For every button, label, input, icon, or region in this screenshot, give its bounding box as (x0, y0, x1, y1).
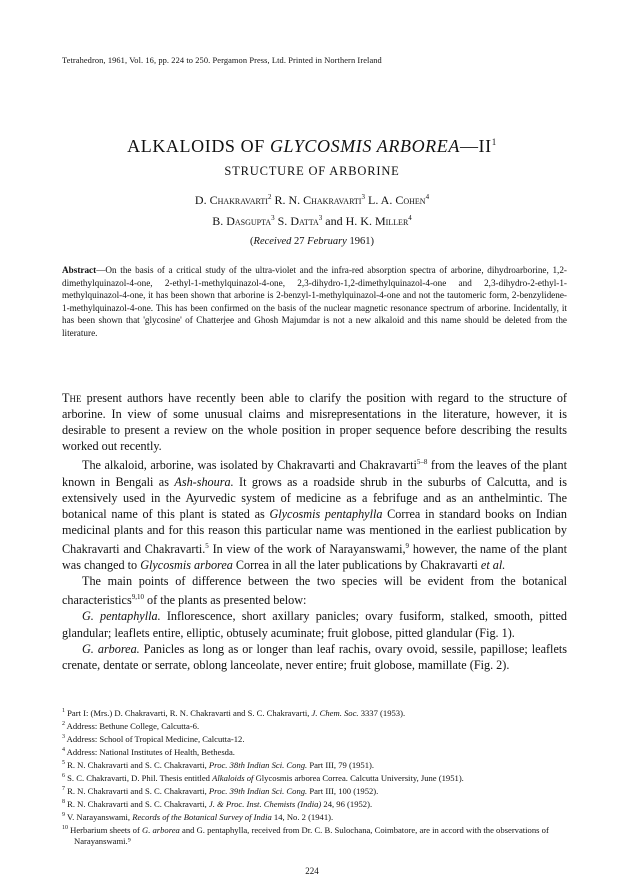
footnote: $^4$ Address: National Institutes of Health, Bethesda. (62, 746, 235, 757)
footnote: $^5$ R. N. Chakravarti and S. C. Chakravarti, Proc. 38th Indian Sci. Cong. Part III, 79 (1951). (62, 759, 375, 770)
body-text (62, 390, 567, 673)
footnote: $^3$ Address: School of Tropical Medicine, Calcutta-12. (62, 733, 245, 744)
paragraph-4: G. pentaphylla. Inflorescence, short axillary panicles; ovary fusiform, stalked, smooth, pitted glandular; leaflets entire, elliptic, obtusely acuminate; fruit globose, pitted glandular (Fig. 1). (62, 609, 568, 640)
footnote: $^8$ R. N. Chakravarti and S. C. Chakravarti, J. & Proc. Inst. Chemists (India) 24, 96 (1952). (62, 798, 373, 809)
paragraph-3: The main points of difference between the two species will be evident from the botanical characteristics$^{9,10}$ of the plants as presented below: (62, 574, 567, 608)
author-line-2: B. Dasgupta$^3$ S. Datta$^3$ and H. K. Miller$^4$ (212, 214, 412, 228)
abstract-label: Abstract (62, 265, 97, 275)
footnote: $^2$ Address: Bethune College, Calcutta-6. (62, 720, 200, 731)
abstract-text: —On the basis of a critical study of the ultra-violet and the infra-red absorption spectra of arborine, dihydroarborine, 1,2-dimethylquinazol-4-one, 2-ethyl-1-methylquinazol-4-one, 2,3-dihydro-1,2-dimethylquinazol-4-one and 2,3-dihydro-2-ethyl-1-methylquinazol-4-one, it has been shown that arborine is 2-benzyl-1-methylquinazol-4-one and not the tautomeric form, 2-benzylidene-1-methylquinazol-4-one. This has been confirmed on the basis of the nuclear magnetic resonance spectrum of arborine. Incidentally, it has been shown that 'glycosine' of Chatterjee and Ghosh Majumdar is not a new alkaloid and this name should be deleted from the literature. (62, 265, 567, 338)
paragraph-2: The alkaloid, arborine, was isolated by Chakravarti and Chakravarti$^{5-8}$ from the leaves of the plant known in Bengali as Ash-shoura. It grows as a roadside shrub in the suburbs of Calcutta, and is extensively used in the Ayurvedic system of medicine as a febrifuge and as an anthelmintic. The botanical name of this plant is stated as Glycosmis pentaphylla Correa in standard books on Indian medicinal plants and for this reason this particular name was mentioned in the earliest publication by Chakravarti and Chakravarti.$^5$ In view of the work of Narayanswami,$^9$ however, the name of the plant was changed to Glycosmis arborea Correa in all the later publications by Chakravarti et al. (62, 458, 567, 573)
article-subtitle: STRUCTURE OF ARBORINE (224, 164, 400, 178)
author-list (0, 188, 624, 230)
footnote: $^7$ R. N. Chakravarti and S. C. Chakravarti, Proc. 39th Indian Sci. Cong. Part III, 100 (1952). (62, 785, 379, 796)
author-line-1: D. Chakravarti$^2$ R. N. Chakravarti$^3$ L. A. Cohen$^4$ (194, 193, 430, 207)
abstract (62, 264, 567, 340)
footnote: $^{10}$ Herbarium sheets of G. arborea and G. pentaphylla, received from Dr. C. B. Sulochana, Coimbatore, are in accord with the observations of Narayanswami.⁹ (62, 824, 549, 846)
footnote: $^1$ Part I: (Mrs.) D. Chakravarti, R. N. Chakravarti and S. C. Chakravarti, J. Chem. Soc. 3337 (1953). (62, 707, 406, 718)
footnote: $^9$ V. Narayanswami, Records of the Botanical Survey of India 14, No. 2 (1941). (62, 811, 334, 822)
footnote: $^6$ S. C. Chakravarti, D. Phil. Thesis entitled Alkaloids of Glycosmis arborea Correa. Calcutta University, June (1951). (62, 772, 464, 783)
running-header: Tetrahedron, 1961, Vol. 16, pp. 224 to 250. Pergamon Press, Ltd. Printed in Northern Ireland (62, 56, 382, 65)
page-number: 224 (305, 866, 319, 876)
article-title: ALKALOIDS OF GLYCOSMIS $ARBOREA—II^1$ (127, 136, 497, 156)
paragraph-1: The present authors have recently been able to clarify the position with regard to the structure of arborine. In view of some unusual claims and misrepresentations in the literature, however, it is desirable to present a review on the whole position in proper sequence before describing the results worked out recently. (62, 391, 567, 454)
footnotes (62, 706, 567, 847)
paragraph-5: G. arborea. Panicles as long as or longer than leaf rachis, ovary ovoid, sessile, papillose; leaflets crenate, dentate or serrate, oblong lanceolate, never entire; fruit globose, mamillate (Fig. 2). (62, 641, 567, 672)
received-date: (Received 27 February 1961) (250, 236, 374, 247)
